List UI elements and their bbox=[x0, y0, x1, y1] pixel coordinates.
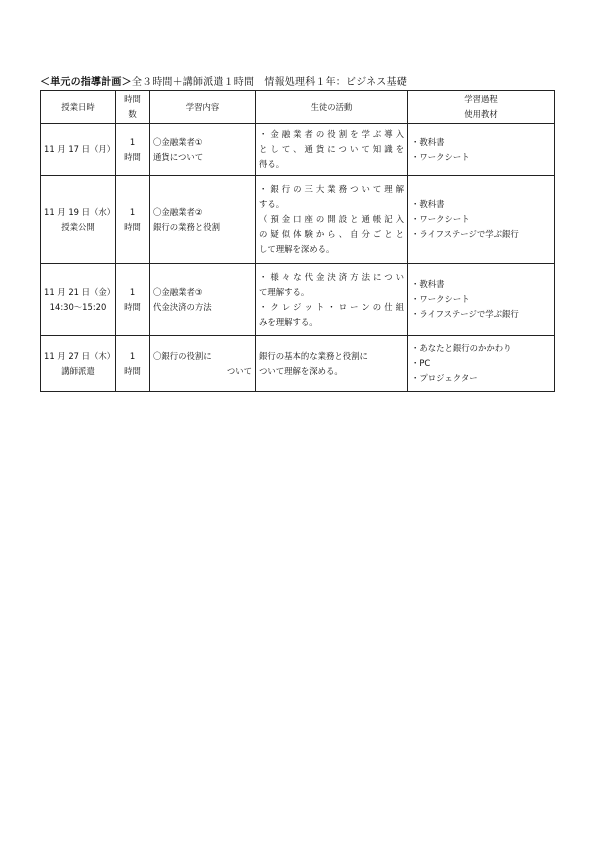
row-activity: 銀行の基本的な業務と役割に ついて理解を深める。 bbox=[256, 336, 408, 392]
row-materials: ・教科書 ・ワークシート ・ライフステージで学ぶ銀行 bbox=[408, 176, 555, 264]
header-hours: 時間 数 bbox=[116, 91, 150, 124]
row-hours: 1 時間 bbox=[116, 124, 150, 176]
row-hours: 1 時間 bbox=[116, 264, 150, 336]
header-activity: 生徒の活動 bbox=[256, 91, 408, 124]
row-content: 〇金融業者② 銀行の業務と役割 bbox=[150, 176, 256, 264]
row-activity: ・銀行の三大業務ついて理解 する。 （預金口座の開設と通帳記入 の疑似体験から、自分ごとと して理解を深める。 bbox=[256, 176, 408, 264]
header-content: 学習内容 bbox=[150, 91, 256, 124]
row-date: 11 月 19 日（水） 授業公開 bbox=[41, 176, 116, 264]
unit-plan-table bbox=[40, 90, 555, 392]
row-hours: 1 時間 bbox=[116, 336, 150, 392]
table-row bbox=[41, 176, 555, 264]
unit-plan-title bbox=[40, 73, 407, 88]
header-date: 授業日時 bbox=[41, 91, 116, 124]
row-materials: ・あなたと銀行のかかわり ・PC ・プロジェクター bbox=[408, 336, 555, 392]
row-date: 11 月 17 日（月） bbox=[41, 124, 116, 176]
row-materials: ・教科書 ・ワークシート bbox=[408, 124, 555, 176]
table-row bbox=[41, 264, 555, 336]
row-materials: ・教科書 ・ワークシート ・ライフステージで学ぶ銀行 bbox=[408, 264, 555, 336]
row-content: 〇金融業者③ 代金決済の方法 bbox=[150, 264, 256, 336]
table-row bbox=[41, 124, 555, 176]
table-row bbox=[41, 336, 555, 392]
row-content: 〇金融業者① 通貨について bbox=[150, 124, 256, 176]
row-activity: ・様々な代金決済方法につい て理解する。 ・クレジット・ローンの仕組 みを理解する。 bbox=[256, 264, 408, 336]
title-rest: 全３時間＋講師派遣１時間 情報処理科１年：ビジネス基礎 bbox=[131, 77, 407, 88]
row-date: 11 月 21 日（金） 14:30～15:20 bbox=[41, 264, 116, 336]
row-content: 〇銀行の役割に ついて bbox=[150, 336, 256, 392]
row-hours: 1 時間 bbox=[116, 176, 150, 264]
header-row bbox=[41, 91, 555, 124]
row-date: 11 月 27 日（木） 講師派遣 bbox=[41, 336, 116, 392]
row-activity: ・金融業者の役割を学ぶ導入 として、通貨について知識を 得る。 bbox=[256, 124, 408, 176]
title-bold: ＜単元の指導計画＞ bbox=[40, 77, 132, 88]
header-process: 学習過程 使用教材 bbox=[408, 91, 555, 124]
